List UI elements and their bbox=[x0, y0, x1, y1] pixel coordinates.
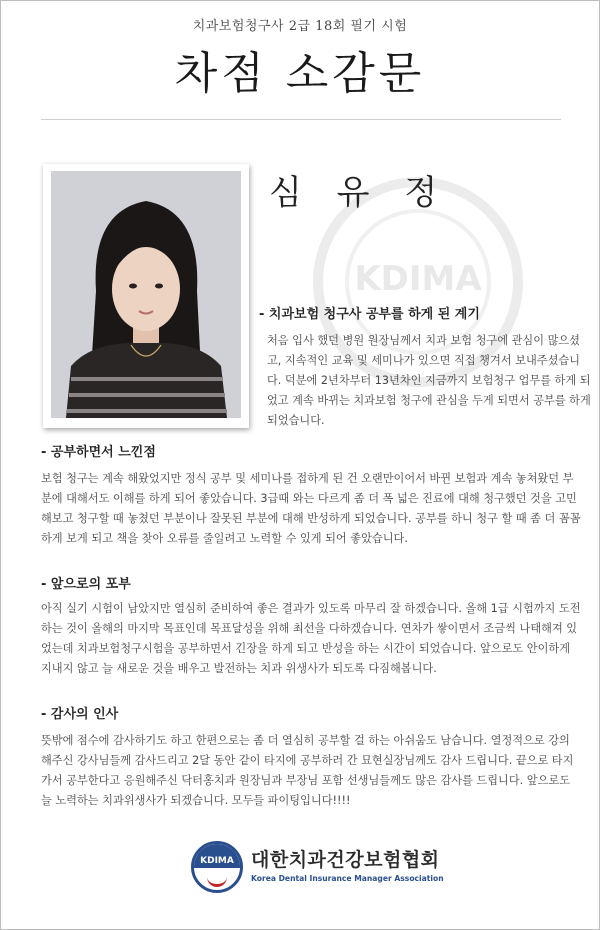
section-heading-aspiration: - 앞으로의 포부 bbox=[41, 577, 131, 592]
section-heading-study: - 공부하면서 느낀점 bbox=[41, 445, 156, 460]
portrait-photo bbox=[51, 171, 241, 418]
logo-mark-text: KDIMA bbox=[200, 856, 234, 866]
applicant-name: 심 유 정 bbox=[269, 173, 450, 213]
section-heading-motivation: - 치과보험 청구사 공부를 하게 된 계기 bbox=[259, 307, 480, 322]
association-name-korean: 대한치과건강보험협회 bbox=[251, 849, 440, 871]
section-body-motivation: 처음 입사 했던 병원 원장님께서 치과 보험 청구에 관심이 많으셨고, 지속적인 교육 및 세미나가 있으면 직접 챙겨서 보내주셨습니다. 덕분에 2년차부터 13년차인 지금까지 보험청구 업무를 하게 되었고 계속 바뀌는 치과보험 청구에 관심을 두게 되면서 공부를 하게 되었습니다. bbox=[267, 334, 591, 427]
association-logo bbox=[191, 841, 444, 897]
kdima-logo-icon bbox=[191, 841, 243, 893]
section-body-thanks: 뜻밖에 점수에 감사하기도 하고 한편으로는 좀 더 열심히 공부할 걸 하는 아쉬움도 남습니다. 열정적으로 강의 해주신 강사님들께 감사드리고 2달 동안 같이 타지에 공부하러 간 묘현실장님께도 감사 드립니다. 끝으로 타지가서 공부한다고 응원해주신 닥터홍치과 원장님과 부장님 포함 선생님들께도 많은 감사를 드립니다. 앞으로도 늘 노력하는 치과위생사가 되겠습니다. 모두들 파이팅입니다!!!! bbox=[41, 734, 574, 807]
portrait-frame bbox=[43, 164, 249, 428]
section-heading-thanks: - 감사의 인사 bbox=[41, 707, 119, 722]
exam-subtitle: 치과보험청구사 2급 18회 필기 시험 bbox=[192, 19, 408, 34]
watermark-mark: KDIMA bbox=[354, 259, 482, 299]
section-body-aspiration: 아직 실기 시험이 남았지만 열심히 준비하여 좋은 결과가 있도록 마무리 잘 하겠습니다. 올해 1급 시험까지 도전하는 것이 올해의 마지막 목표인데 목표달성을 위해 최선을 다하겠습니다. 연차가 쌓이면서 조금씩 나태해져 있었는데 치과보험청구시험을 공부하면서 긴장을 하게 되고 반성을 하는 시간이 되었습니다. 앞으로도 안이하게 지내지 않고 늘 새로운 것을 배우고 발전하는 치과 위생사가 되도록 다짐해봅니다. bbox=[41, 602, 581, 675]
association-name-english: Korea Dental Insurance Manager Association bbox=[251, 874, 444, 883]
portrait-illustration bbox=[51, 171, 241, 418]
section-body-study: 보험 청구는 계속 해왔었지만 정식 공부 및 세미나를 접하게 된 건 오랜만이어서 바뀐 보험과 계속 놓쳐왔던 부분에 대해서도 이해를 하게 되어 좋았습니다. 3급때 와는 다르게 좀 더 폭 넓은 진료에 대해 청구했던 것을 고민해보고 청구할 때 놓쳤던 부분이나 잘못된 부분에 대해 반성하게 되었습니다. 공부를 하니 청구 할 때 좀 더 꼼꼼하게 보게 되고 책을 찾아 오류를 줄일려고 노력할 수 있게 되어 좋았습니다. bbox=[41, 472, 581, 545]
title-divider bbox=[41, 119, 561, 120]
page-title: 차점 소감문 bbox=[174, 48, 426, 99]
